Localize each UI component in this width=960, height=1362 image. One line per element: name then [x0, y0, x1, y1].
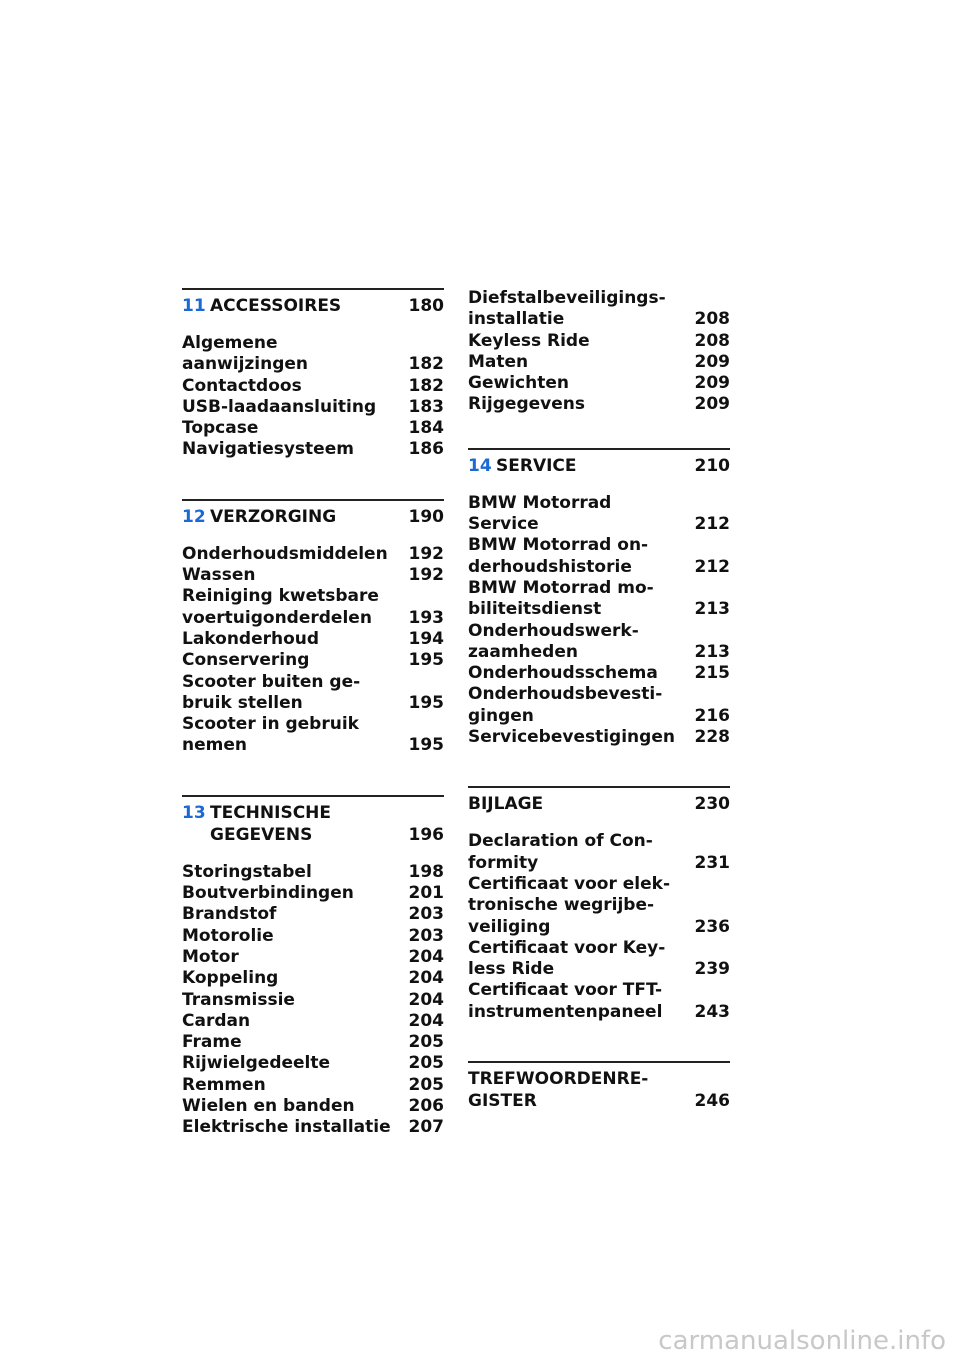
entry-page-number: 186: [408, 439, 444, 460]
entry-page-number: 204: [408, 946, 444, 967]
toc-entry[interactable]: [182, 1075, 444, 1096]
toc-entry[interactable]: [182, 397, 444, 418]
entry-page-number: 192: [408, 543, 444, 564]
toc-entry[interactable]: [468, 831, 730, 874]
entry-page-number: 209: [694, 373, 730, 394]
toc-entry[interactable]: [468, 980, 730, 1023]
section-title: TECHNISCHE GEGEVENS: [210, 802, 332, 845]
entry-page-number: 192: [408, 565, 444, 586]
entry-page-number: 239: [694, 959, 730, 980]
toc-entry[interactable]: [182, 1053, 444, 1074]
toc-section: [182, 499, 444, 757]
entry-title: Servicebevestigingen: [468, 727, 675, 748]
toc-entry[interactable]: [468, 684, 730, 727]
toc-entry[interactable]: [468, 373, 730, 394]
entry-page-number: 183: [408, 396, 444, 417]
toc-entry[interactable]: [182, 650, 444, 671]
toc-entry[interactable]: [468, 331, 730, 352]
section-title: VERZORGING: [210, 506, 337, 527]
entry-title: Keyless Ride: [468, 330, 590, 351]
entry-page-number: 243: [694, 1001, 730, 1022]
entry-title: Navigatiesysteem: [182, 439, 354, 460]
toc-right-column: [468, 288, 730, 1150]
toc-entry[interactable]: [182, 1011, 444, 1032]
toc-entry[interactable]: [468, 938, 730, 981]
entry-page-number: 231: [694, 852, 730, 873]
toc-entry[interactable]: [468, 874, 730, 938]
section-title: ACCESSOIRES: [210, 296, 342, 316]
toc-entry[interactable]: [182, 418, 444, 439]
entry-page-number: 205: [408, 1074, 444, 1095]
entry-title: Motorolie: [182, 925, 274, 946]
toc-entry[interactable]: [182, 862, 444, 883]
toc-entry[interactable]: [468, 727, 730, 748]
toc-entry[interactable]: [182, 376, 444, 397]
entry-title: Rijgegevens: [468, 394, 585, 415]
entry-title: Wielen en banden: [182, 1096, 355, 1117]
entry-page-number: 205: [408, 1053, 444, 1074]
entry-title: Scooter buiten ge- bruik stellen: [182, 671, 361, 713]
toc-entry[interactable]: [182, 544, 444, 565]
toc-entry[interactable]: [468, 394, 730, 415]
entry-page-number: 195: [408, 692, 444, 713]
section-title-group: [468, 455, 666, 477]
entry-title: BMW Motorrad on- derhoudshistorie: [468, 535, 649, 577]
section-number: 14: [468, 455, 492, 476]
entry-page-number: 195: [408, 735, 444, 756]
toc-entry[interactable]: [182, 439, 444, 460]
entry-title: Remmen: [182, 1074, 266, 1095]
toc-entry[interactable]: [468, 352, 730, 373]
toc-entry[interactable]: [182, 565, 444, 586]
entry-page-number: 204: [408, 968, 444, 989]
section-number: 11: [182, 296, 206, 316]
entry-page-number: 212: [694, 514, 730, 535]
section-number: 12: [182, 506, 206, 527]
entry-page-number: 236: [694, 916, 730, 937]
section-title-group: [468, 793, 638, 815]
entry-page-number: 208: [694, 309, 730, 330]
toc-entry[interactable]: [182, 883, 444, 904]
entry-title: Topcase: [182, 418, 259, 439]
entry-page-number: 216: [694, 705, 730, 726]
entry-title: Frame: [182, 1032, 242, 1053]
toc-section: [468, 786, 730, 1023]
section-title-group: [182, 802, 380, 846]
section-heading[interactable]: [468, 448, 730, 477]
entry-title: USB-laadaansluiting: [182, 396, 377, 417]
toc-entry[interactable]: [182, 947, 444, 968]
toc-entry[interactable]: [468, 621, 730, 664]
section-title-group: [468, 1068, 649, 1112]
entry-title: Onderhoudsbevesti- gingen: [468, 684, 663, 726]
entry-title: Gewichten: [468, 373, 569, 394]
section-heading[interactable]: [468, 786, 730, 815]
entry-title: Elektrische installatie: [182, 1117, 391, 1138]
toc-section: [182, 288, 444, 461]
entry-page-number: 213: [694, 641, 730, 662]
entry-title: Algemene aanwijzingen: [182, 333, 309, 375]
section-heading[interactable]: [468, 1061, 730, 1112]
entry-page-number: 194: [408, 628, 444, 649]
entry-page-number: 208: [694, 330, 730, 351]
entry-title: Reiniging kwetsbare voertuigonderdelen: [182, 586, 379, 628]
entry-title: Onderhoudsmiddelen: [182, 543, 388, 564]
entry-page-number: 203: [408, 904, 444, 925]
entry-page-number: 182: [408, 375, 444, 396]
entry-title: Scooter in gebruik nemen: [182, 714, 359, 756]
section-title: TREFWOORDENRE- GISTER: [468, 1069, 649, 1112]
section-number: 13: [182, 802, 206, 823]
toc-entry[interactable]: [182, 926, 444, 947]
entry-title: Lakonderhoud: [182, 628, 320, 649]
section-title: SERVICE: [496, 455, 577, 476]
toc-entry[interactable]: [182, 1096, 444, 1117]
toc-section: [468, 288, 730, 416]
entry-title: Maten: [468, 351, 529, 372]
entry-page-number: 184: [408, 418, 444, 439]
toc-entry[interactable]: [182, 1032, 444, 1053]
section-page-number: 246: [694, 1091, 730, 1112]
entry-page-number: 209: [694, 394, 730, 415]
section-page-number: 230: [694, 794, 730, 815]
entry-title: Koppeling: [182, 968, 279, 989]
entry-title: Onderhoudswerk- zaamheden: [468, 620, 639, 662]
entry-title: Storingstabel: [182, 861, 312, 882]
toc-entry[interactable]: [182, 904, 444, 925]
section-heading[interactable]: [182, 288, 444, 317]
entry-page-number: 203: [408, 925, 444, 946]
section-heading[interactable]: [182, 499, 444, 528]
entry-title: Brandstof: [182, 904, 277, 925]
toc-left-column: [182, 288, 444, 1177]
toc-entry[interactable]: [182, 968, 444, 989]
toc-entry[interactable]: [182, 1117, 444, 1138]
entry-title: Motor: [182, 946, 239, 967]
toc-entry[interactable]: [468, 535, 730, 578]
watermark-text: carmanualsonline.info: [658, 1326, 946, 1356]
entry-title: Certificaat voor elek- tronische wegrijbe- veiliging: [468, 873, 670, 937]
entry-page-number: 193: [408, 607, 444, 628]
entry-page-number: 206: [408, 1096, 444, 1117]
entry-title: BMW Motorrad Service: [468, 492, 612, 535]
section-heading[interactable]: [182, 795, 444, 846]
entry-title: Rijwielgedeelte: [182, 1053, 331, 1074]
toc-entry[interactable]: [182, 990, 444, 1011]
entry-title: Certificaat voor Key- less Ride: [468, 937, 666, 980]
toc-entry[interactable]: [468, 663, 730, 684]
entry-page-number: 209: [694, 351, 730, 372]
section-page-number: 196: [408, 824, 444, 845]
section-title-group: [182, 506, 380, 528]
entry-page-number: 201: [408, 883, 444, 904]
entry-page-number: 204: [408, 989, 444, 1010]
toc-entry[interactable]: [182, 333, 444, 376]
toc-entry[interactable]: [468, 493, 730, 536]
section-page-number: 210: [694, 455, 730, 476]
entry-title: Cardan: [182, 1010, 251, 1031]
toc-entry[interactable]: [182, 714, 444, 757]
entry-page-number: 204: [408, 1010, 444, 1031]
section-page-number: 190: [408, 506, 444, 527]
entry-title: Diefstalbeveiligings- installatie: [468, 288, 666, 330]
toc-entry[interactable]: [182, 629, 444, 650]
entry-page-number: 195: [408, 650, 444, 671]
entry-page-number: 207: [408, 1117, 444, 1138]
entry-page-number: 198: [408, 861, 444, 882]
section-title: BIJLAGE: [468, 794, 544, 815]
entry-page-number: 215: [694, 663, 730, 684]
toc-entry[interactable]: [468, 578, 730, 621]
entry-title: BMW Motorrad mo- biliteitsdienst: [468, 577, 654, 620]
entry-page-number: 205: [408, 1032, 444, 1053]
entry-title: Contactdoos: [182, 375, 302, 396]
section-page-number: 180: [408, 296, 444, 316]
toc-entry[interactable]: [468, 288, 730, 331]
entry-page-number: 212: [694, 556, 730, 577]
entry-title: Certificaat voor TFT- instrumentenpaneel: [468, 980, 663, 1022]
toc-section: [182, 795, 444, 1139]
toc-section: [468, 448, 730, 749]
entry-title: Wassen: [182, 565, 256, 586]
entry-title: Boutverbindingen: [182, 883, 354, 904]
entry-page-number: 213: [694, 599, 730, 620]
toc-entry[interactable]: [182, 672, 444, 715]
entry-title: Declaration of Con- formity: [468, 831, 653, 873]
section-title-group: [182, 295, 380, 317]
entry-title: Onderhoudsschema: [468, 663, 658, 684]
entry-title: Transmissie: [182, 989, 295, 1010]
toc-section: [468, 1061, 730, 1112]
toc-entry[interactable]: [182, 586, 444, 629]
entry-page-number: 228: [694, 727, 730, 748]
entry-page-number: 182: [408, 354, 444, 375]
entry-title: Conservering: [182, 650, 310, 671]
